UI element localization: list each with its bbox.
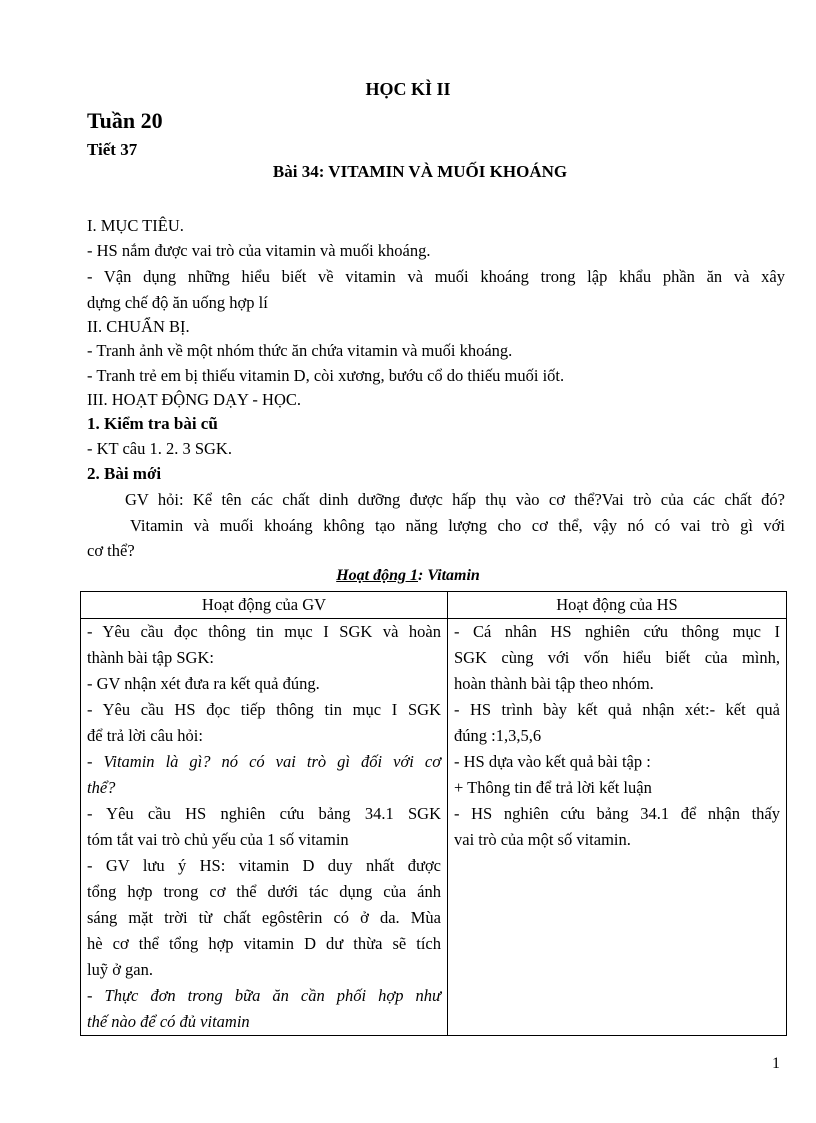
teacher-activities-cell <box>81 619 448 1036</box>
activities-heading: III. HOẠT ĐỘNG DẠY - HỌC. <box>87 390 302 409</box>
objectives-heading: I. MỤC TIÊU. <box>87 216 184 235</box>
teacher-line: hè cơ thể tổng hợp vitamin D dư thừa sẽ tích <box>87 934 441 953</box>
lesson-title: Bài 34: VITAMIN VÀ MUỐI KHOÁNG <box>272 162 568 181</box>
check-old-lesson-heading: 1. Kiểm tra bài cũ <box>87 414 218 433</box>
teacher-line: - GV lưu ý HS: vitamin D duy nhất được <box>87 856 441 875</box>
teacher-line: - Vitamin là gì? nó có vai trò gì đối với cơ <box>87 752 441 771</box>
teacher-line: - Yêu cầu HS nghiên cứu bảng 34.1 SGK <box>87 804 441 823</box>
new-lesson-heading: 2. Bài mới <box>87 464 162 483</box>
activity-1-title-underlined: Hoạt động 1 <box>336 567 418 584</box>
teacher-line: - Yêu cầu HS đọc tiếp thông tin mục I SGK <box>87 700 441 719</box>
teacher-line: thế nào để có đủ vitamin <box>87 1012 250 1031</box>
intro-statement-continued: cơ thể? <box>87 541 135 560</box>
teacher-line: thể? <box>87 778 116 797</box>
teacher-line: luỹ ở gan. <box>87 960 154 979</box>
student-line: SGK cùng với vốn hiểu biết của mình, <box>454 648 780 667</box>
semester-title: HỌC KÌ II <box>365 79 451 99</box>
activity-1-title <box>0 567 816 585</box>
activity-1-table <box>80 591 787 1036</box>
student-line: - HS trình bày kết quả nhận xét:- kết quả <box>454 700 780 719</box>
preparation-item: - Tranh trẻ em bị thiếu vitamin D, còi xương, bướu cổ do thiếu muối iốt. <box>87 366 565 385</box>
student-activities-cell <box>448 619 787 1036</box>
activity-1-title-rest: : Vitamin <box>418 567 480 584</box>
teacher-line: - GV nhận xét đưa ra kết quả đúng. <box>87 674 320 693</box>
student-column-header: Hoạt động của HS <box>448 592 787 619</box>
student-line: đúng :1,3,5,6 <box>454 726 542 745</box>
student-line: - HS dựa vào kết quả bài tập : <box>454 752 651 771</box>
period-label: Tiết 37 <box>87 140 138 159</box>
teacher-line: tóm tắt vai trò chủ yếu của 1 số vitamin <box>87 830 349 849</box>
teacher-line: tổng hợp trong cơ thể dưới tác dụng của ánh <box>87 882 441 901</box>
teacher-line: thành bài tập SGK: <box>87 648 214 667</box>
student-line: - Cá nhân HS nghiên cứu thông mục I <box>454 622 780 641</box>
table-row <box>81 619 787 1036</box>
intro-question: GV hỏi: Kể tên các chất dinh dưỡng được hấp thụ vào cơ thể?Vai trò của các chất đó? <box>125 490 785 509</box>
teacher-line: để trả lời câu hỏi: <box>87 726 203 745</box>
student-line: hoàn thành bài tập theo nhóm. <box>454 674 654 693</box>
student-line: + Thông tin để trả lời kết luận <box>454 778 652 797</box>
teacher-line: - Thực đơn trong bữa ăn cần phối hợp như <box>87 986 441 1005</box>
objective-item: - HS nắm được vai trò của vitamin và muối khoáng. <box>87 241 431 260</box>
objective-item-continued: dựng chế độ ăn uống hợp lí <box>87 293 268 312</box>
preparation-heading: II. CHUẨN BỊ. <box>87 317 190 336</box>
intro-statement: Vitamin và muối khoáng không tạo năng lượng cho cơ thể, vậy nó có vai trò gì với <box>130 516 785 535</box>
objective-item: - Vận dụng những hiểu biết về vitamin và muối khoáng trong lập khẩu phần ăn và xây <box>87 267 785 286</box>
teacher-column-header: Hoạt động của GV <box>81 592 448 619</box>
preparation-item: - Tranh ảnh về một nhóm thức ăn chứa vitamin và muối khoáng. <box>87 341 513 360</box>
week-label: Tuần 20 <box>87 108 163 133</box>
student-line: - HS nghiên cứu bảng 34.1 để nhận thấy <box>454 804 780 823</box>
check-old-lesson-item: - KT câu 1. 2. 3 SGK. <box>87 439 232 458</box>
student-line: vai trò của một số vitamin. <box>454 830 631 849</box>
teacher-line: - Yêu cầu đọc thông tin mục I SGK và hoàn <box>87 622 441 641</box>
page-number: 1 <box>772 1055 780 1072</box>
table-header-row <box>81 592 787 619</box>
teacher-line: sáng mặt trời từ chất egôstêrin có ở da. Mùa <box>87 908 441 927</box>
